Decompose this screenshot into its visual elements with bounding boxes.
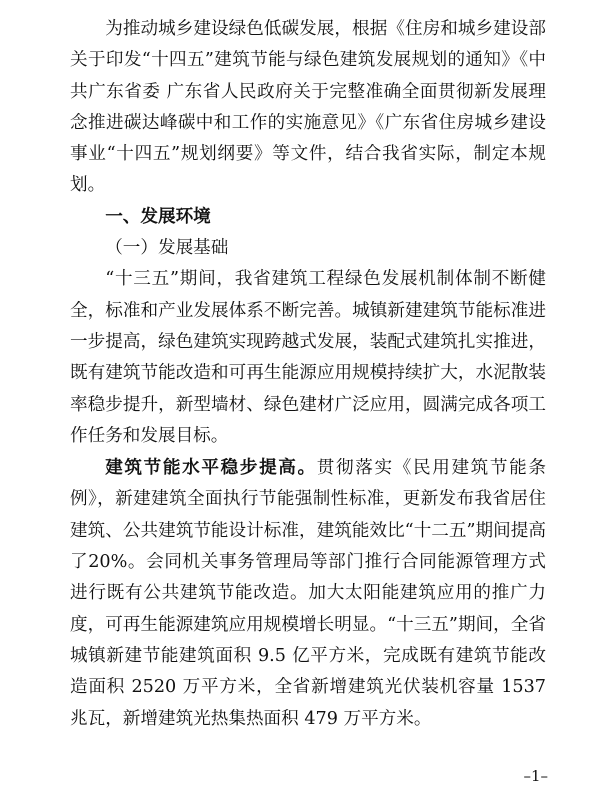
document-body xyxy=(70,14,546,735)
section-heading: 一、发展环境 xyxy=(105,206,211,227)
development-basis-paragraph: “十三五”期间，我省建筑工程绿色发展机制体制不断健全，标准和产业发展体系不断完善。城镇新建建筑节能标准进一步提高，绿色建筑实现跨越式发展，装配式建筑扎实推进，既有建筑节能改造和可再生能源应用规模持续扩大，水泥散装率稳步提升，新型墙材、绿色建材广泛应用，圆满完成各项工作任务和发展目标。 xyxy=(70,269,546,446)
energy-efficiency-lead: 建筑节能水平稳步提高。 xyxy=(105,457,317,479)
subsection-heading: （一）发展基础 xyxy=(105,238,229,259)
page-number: –1– xyxy=(523,767,548,785)
energy-efficiency-paragraph xyxy=(70,452,546,735)
intro-paragraph: 为推动城乡建设绿色低碳发展，根据《住房和城乡建设部关于印发“十四五”建筑节能与绿色建筑发展规划的通知》《中共广东省委 广东省人民政府关于完整准确全面贯彻新发展理念推进碳达峰碳中和工作的实施意见》《广东省住房城乡建设事业“十四五”规划纲要》等文件，结合我省实际，制定本规划。 xyxy=(70,19,546,196)
energy-efficiency-body: 贯彻落实《民用建筑节能条例》，新建建筑全面执行节能强制性标准，更新发布我省居住建筑、公共建筑节能设计标准，建筑能效比“十二五”期间提高了20%。会同机关事务管理局等部门推行合同能源管理方式进行既有公共建筑节能改造。加大太阳能建筑应用的推广力度，可再生能源建筑应用规模增长明显。“十三五”期间，全省城镇新建节能建筑面积 9.5 亿平方米，完成既有建筑节能改造面积 2520 万平方米，全省新增建筑光伏装机容量 1537 兆瓦，新增建筑光热集热面积 479 万平方米。 xyxy=(70,458,546,729)
